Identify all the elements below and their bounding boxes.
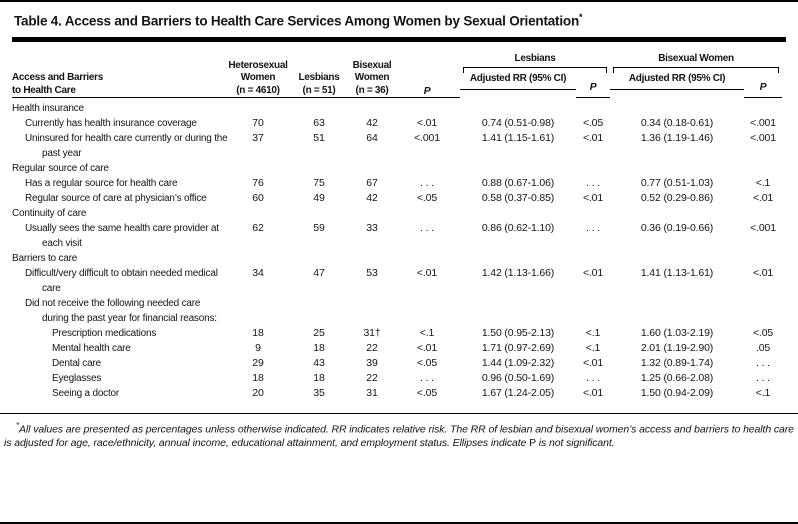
data-cell (744, 206, 782, 221)
data-cell (350, 206, 394, 221)
data-cell: <.01 (582, 357, 604, 369)
row-label: Did not receive the following needed care during the past year for financial reasons: (25, 298, 217, 324)
row-label: Barriers to care (12, 253, 78, 264)
data-cell: 1.41 (1.15-1.61) (481, 132, 555, 144)
table-row (12, 131, 782, 161)
column-header-line: Lesbians (298, 72, 340, 83)
data-cell: <.1 (755, 177, 771, 189)
data-cell: 1.44 (1.09-2.32) (481, 357, 555, 369)
column-header-bisexual-women (350, 42, 394, 98)
table-row (12, 356, 782, 371)
data-cell (288, 296, 350, 326)
data-cell: . . . (586, 177, 600, 189)
table-row (12, 326, 782, 341)
table-row (12, 98, 782, 117)
data-cell: 31† (363, 327, 381, 339)
data-cell: 35 (313, 387, 325, 399)
data-cell (576, 296, 610, 326)
data-cell: 43 (313, 357, 325, 369)
data-cell: . . . (586, 372, 600, 384)
data-cell (460, 98, 576, 117)
data-cell: .05 (755, 342, 771, 354)
data-cell: 76 (252, 177, 264, 189)
data-cell (288, 206, 350, 221)
data-cell: <.001 (750, 117, 776, 129)
data-cell: <.1 (755, 387, 771, 399)
data-cell: 31 (366, 387, 378, 399)
data-cell (460, 161, 576, 176)
data-cell: 22 (366, 342, 378, 354)
data-cell: 29 (252, 357, 264, 369)
data-cell: 0.86 (0.62-1.10) (481, 222, 555, 234)
table-row (12, 191, 782, 206)
row-label: Has a regular source for health care (25, 178, 178, 189)
row-label: Usually sees the same health care provider at each visit (25, 223, 219, 249)
data-cell: 1.42 (1.13-1.66) (481, 267, 555, 279)
data-cell: 39 (366, 357, 378, 369)
table-row (12, 176, 782, 191)
data-cell: <.01 (416, 117, 438, 129)
data-cell: <.01 (582, 132, 604, 144)
data-cell (744, 98, 782, 117)
table-row (12, 251, 782, 266)
data-cell: 1.36 (1.19-1.46) (640, 132, 714, 144)
data-cell (610, 251, 744, 266)
data-cell: 42 (366, 117, 378, 129)
table-title-footnote-marker: * (579, 12, 583, 22)
data-cell (576, 98, 610, 117)
data-cell: 0.77 (0.51-1.03) (640, 177, 714, 189)
data-cell: 49 (313, 192, 325, 204)
bracket-cell (460, 64, 610, 73)
data-cell: 64 (366, 132, 378, 144)
data-cell: <.001 (750, 222, 776, 234)
data-cell: <.01 (416, 342, 438, 354)
data-cell: <.05 (416, 387, 438, 399)
row-label: Eyeglasses (52, 373, 102, 384)
bracket-cell (610, 64, 782, 73)
data-cell: <.05 (752, 327, 774, 339)
data-cell (610, 206, 744, 221)
table-row (12, 296, 782, 326)
table-row (12, 266, 782, 296)
data-cell (350, 251, 394, 266)
data-cell: <.1 (419, 327, 435, 339)
row-label: Seeing a doctor (52, 388, 120, 399)
data-cell: 67 (366, 177, 378, 189)
column-header-line: Women (240, 72, 276, 83)
data-cell (744, 296, 782, 326)
data-cell (744, 161, 782, 176)
data-cell: 18 (313, 342, 325, 354)
data-cell: . . . (756, 357, 770, 369)
data-cell: . . . (420, 222, 434, 234)
footnote-marker: * (16, 421, 20, 430)
row-label: Health insurance (12, 103, 84, 114)
data-cell (228, 206, 288, 221)
data-cell: 51 (313, 132, 325, 144)
data-cell: 0.88 (0.67-1.06) (481, 177, 555, 189)
data-cell: 1.41 (1.13-1.61) (640, 267, 714, 279)
data-cell: 18 (313, 372, 325, 384)
data-cell: <.1 (585, 327, 601, 339)
column-header-adjusted-rr-lesbians: Adjusted RR (95% CI) (460, 73, 576, 91)
column-header-adjusted-rr-bisexual: Adjusted RR (95% CI) (610, 73, 744, 91)
data-cell: 42 (366, 192, 378, 204)
data-cell (394, 98, 460, 117)
data-cell: . . . (420, 177, 434, 189)
data-cell (228, 296, 288, 326)
data-cell: 63 (313, 117, 325, 129)
data-cell: 18 (252, 372, 264, 384)
table-row (12, 341, 782, 356)
data-cell (228, 161, 288, 176)
column-header-p1: P (394, 42, 460, 98)
data-cell: 20 (252, 387, 264, 399)
spanner-bisexual-women: Bisexual Women (658, 52, 734, 64)
data-cell: 1.32 (0.89-1.74) (640, 357, 714, 369)
column-header-p2: P (576, 73, 610, 98)
row-label: Difficult/very difficult to obtain needed medical care (25, 268, 218, 294)
table-body (12, 98, 782, 402)
data-cell (576, 206, 610, 221)
data-cell: . . . (420, 372, 434, 384)
row-label: Currently has health insurance coverage (25, 118, 197, 129)
column-header-line: to Health Care (12, 84, 76, 96)
footnote-p-symbol: P (529, 437, 536, 449)
table-row (12, 386, 782, 401)
data-cell: 37 (252, 132, 264, 144)
data-cell: 0.58 (0.37-0.85) (481, 192, 555, 204)
data-cell: 59 (313, 222, 325, 234)
data-cell: 0.74 (0.51-0.98) (481, 117, 555, 129)
table-row (12, 206, 782, 221)
row-label: Continuity of care (12, 208, 87, 219)
row-label: Regular source of care (12, 163, 109, 174)
data-table (12, 42, 782, 402)
row-label: Prescription medications (52, 328, 157, 339)
footnote (4, 419, 794, 451)
data-cell: 47 (313, 267, 325, 279)
data-cell: 0.36 (0.19-0.66) (640, 222, 714, 234)
footnote-text: is not significant. (535, 437, 615, 449)
data-cell: 62 (252, 222, 264, 234)
data-cell (350, 98, 394, 117)
data-cell: 22 (366, 372, 378, 384)
data-cell: <.01 (752, 192, 774, 204)
table-row (12, 371, 782, 386)
data-cell (350, 296, 394, 326)
data-cell: <.05 (582, 117, 604, 129)
footnote-divider-rule (0, 413, 798, 414)
data-cell (288, 98, 350, 117)
data-cell (394, 251, 460, 266)
data-cell (228, 98, 288, 117)
data-cell: 9 (255, 342, 261, 354)
table-row (12, 161, 782, 176)
table-title (0, 2, 798, 37)
data-cell (394, 206, 460, 221)
data-cell: <.001 (414, 132, 440, 144)
column-header-line: (n = 51) (302, 84, 336, 96)
data-cell: 1.71 (0.97-2.69) (481, 342, 555, 354)
column-header-line: Heterosexual (228, 59, 288, 71)
row-label: Mental health care (52, 343, 131, 354)
data-cell (744, 251, 782, 266)
column-header-p3: P (744, 73, 782, 98)
data-cell (576, 251, 610, 266)
data-cell: 60 (252, 192, 264, 204)
data-cell: . . . (756, 372, 770, 384)
data-cell: 1.50 (0.95-2.13) (481, 327, 555, 339)
data-cell (576, 161, 610, 176)
data-cell (228, 251, 288, 266)
data-cell: 2.01 (1.19-2.90) (640, 342, 714, 354)
data-cell: <.01 (752, 267, 774, 279)
data-cell: . . . (586, 222, 600, 234)
data-cell (610, 98, 744, 117)
data-cell: <.01 (582, 192, 604, 204)
data-cell (288, 161, 350, 176)
data-cell: <.05 (416, 192, 438, 204)
data-cell: 0.34 (0.18-0.61) (640, 117, 714, 129)
data-cell: <.05 (416, 357, 438, 369)
data-cell: 53 (366, 267, 378, 279)
data-cell: 0.52 (0.29-0.86) (640, 192, 714, 204)
data-cell: 1.50 (0.94-2.09) (640, 387, 714, 399)
row-label: Regular source of care at physician’s office (25, 193, 207, 204)
column-header-line: Women (354, 72, 390, 83)
data-cell: <.1 (585, 342, 601, 354)
column-header-line: Access and Barriers (12, 72, 104, 83)
data-cell: 1.60 (1.03-2.19) (640, 327, 714, 339)
header-spanner-row (12, 42, 782, 64)
footnote-text: All values are presented as percentages unless otherwise indicated. RR indicates relative risk. The RR of lesbian and bisexual women’s access and barriers to health care is adjusted for age, race/ethnicity, annual income, educational attainment, and employment status. Ellipses indicate (4, 423, 794, 449)
table-row (12, 221, 782, 251)
column-header-access-barriers (12, 42, 228, 98)
data-cell (460, 251, 576, 266)
data-cell: 34 (252, 267, 264, 279)
data-cell: 1.67 (1.24-2.05) (481, 387, 555, 399)
spanner-lesbians: Lesbians (514, 52, 556, 64)
data-cell (610, 161, 744, 176)
row-label: Uninsured for health care currently or during the past year (25, 133, 228, 159)
column-header-line: (n = 36) (355, 84, 389, 96)
data-cell (394, 161, 460, 176)
data-cell: 25 (313, 327, 325, 339)
data-cell: <.001 (750, 132, 776, 144)
data-cell (394, 296, 460, 326)
data-cell (460, 296, 576, 326)
data-cell: <.01 (582, 267, 604, 279)
data-cell (610, 296, 744, 326)
data-cell: 0.96 (0.50-1.69) (481, 372, 555, 384)
data-cell: 70 (252, 117, 264, 129)
data-cell: 18 (252, 327, 264, 339)
data-cell (288, 251, 350, 266)
row-label: Dental care (52, 358, 101, 369)
column-header-line: (n = 4610) (236, 84, 280, 96)
table-row (12, 116, 782, 131)
table-title-text: Table 4. Access and Barriers to Health Care Services Among Women by Sexual Orientation (14, 13, 579, 29)
data-cell: <.01 (416, 267, 438, 279)
data-cell: 75 (313, 177, 325, 189)
data-cell: 33 (366, 222, 378, 234)
data-cell (460, 206, 576, 221)
data-cell (350, 161, 394, 176)
column-header-lesbians (288, 42, 350, 98)
data-cell: <.01 (582, 387, 604, 399)
column-header-heterosexual-women (228, 42, 288, 98)
column-header-line: Bisexual (352, 59, 392, 71)
data-cell: 1.25 (0.66-2.08) (640, 372, 714, 384)
